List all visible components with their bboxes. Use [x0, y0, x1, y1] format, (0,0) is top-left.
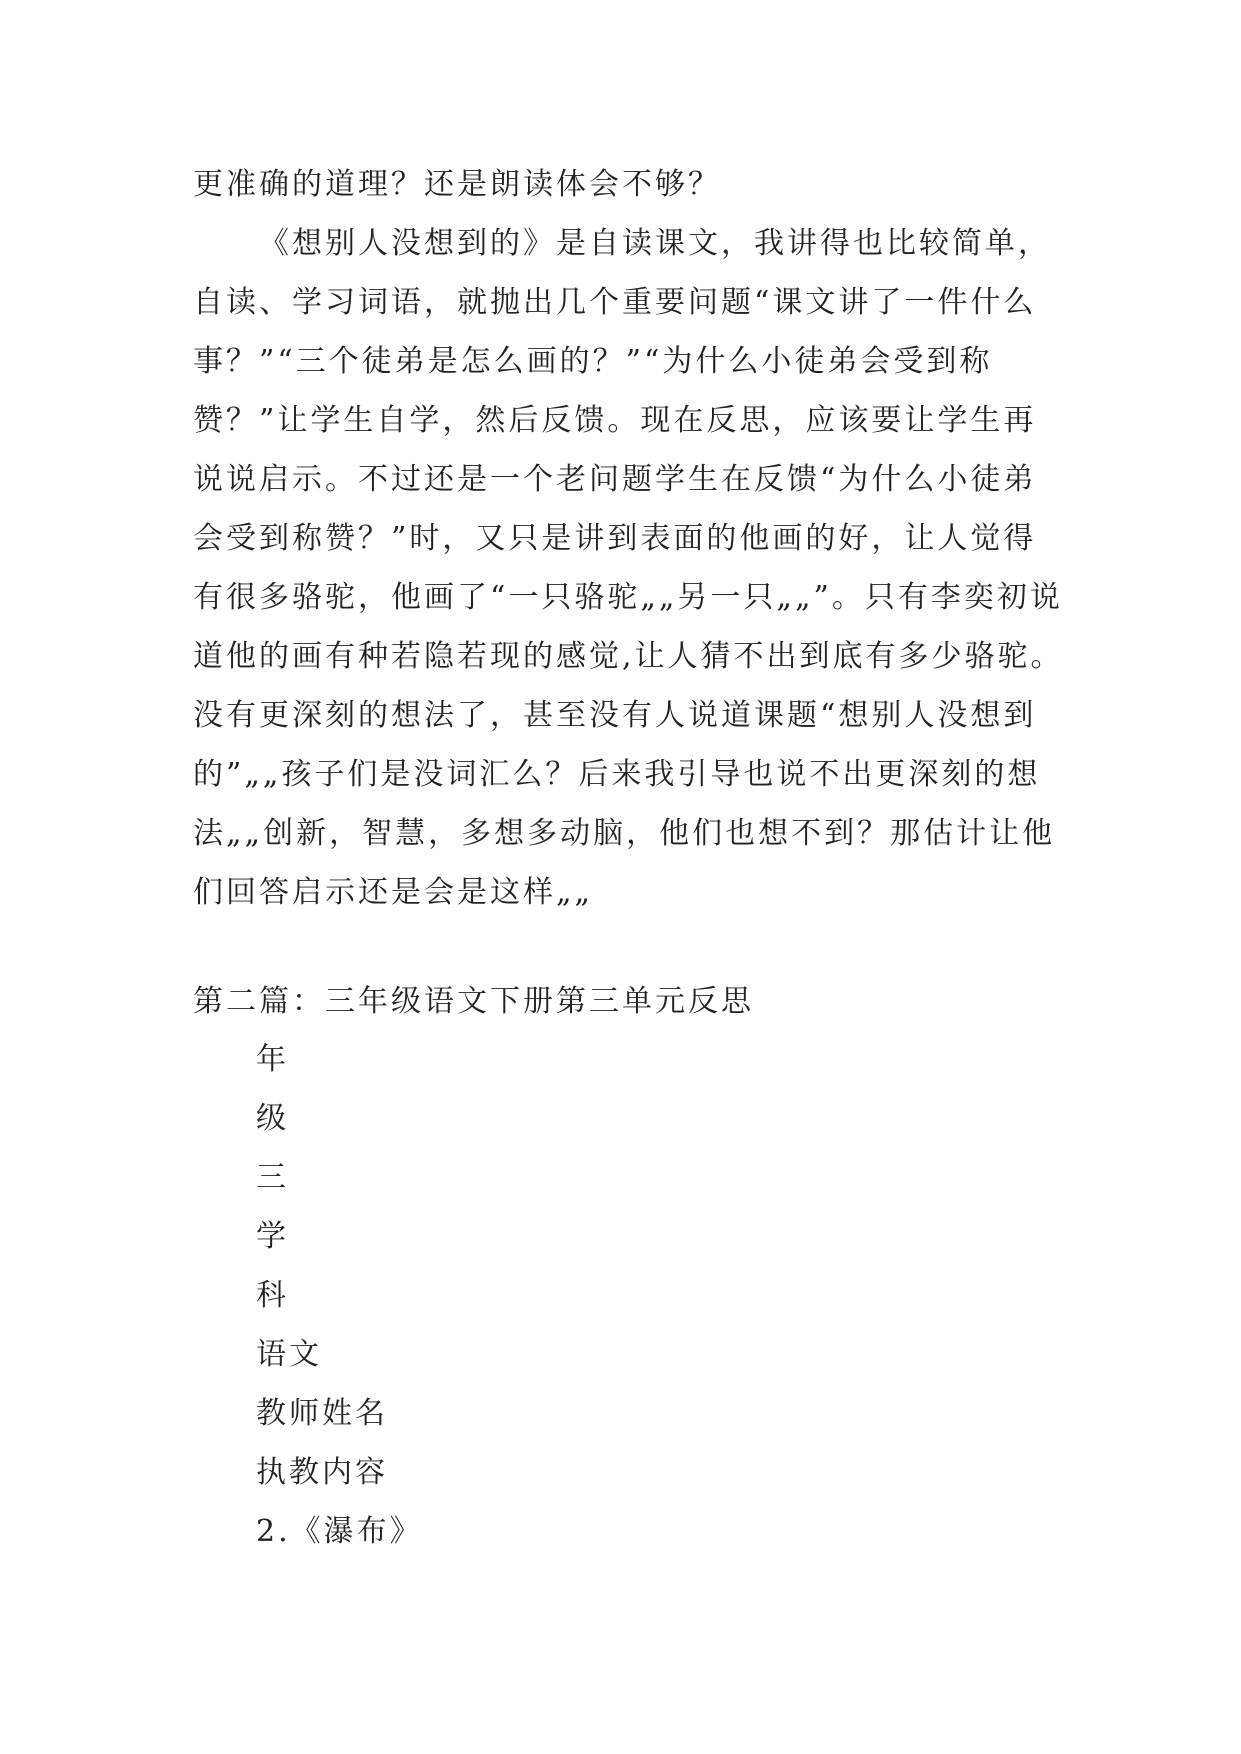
table-cell-text: 教师姓名 — [256, 1396, 388, 1431]
table-cell-text: 语文 — [256, 1337, 322, 1372]
table-cell-text: 执教内容 — [256, 1455, 388, 1490]
text-line: 会受到称赞？”时，又只是讲到表面的他画的好，让人觉得 — [193, 521, 1037, 556]
text-line: 更准确的道理？还是朗读体会不够？ — [193, 167, 721, 202]
text-line: 《想别人没想到的》是自读课文，我讲得也比较简单， — [259, 226, 1051, 261]
section-heading-block — [193, 972, 1073, 1031]
table-cell-text: 级 — [256, 1101, 289, 1136]
table-cell-text: 三 — [256, 1160, 289, 1195]
text-line: 事？”“三个徒弟是怎么画的？”“为什么小徒弟会受到称 — [193, 344, 993, 379]
text-line: 道他的画有种若隐若现的感觉,让人猜不出到底有多少骆驼。 — [193, 639, 1064, 674]
body-text — [193, 155, 1073, 922]
text-line: 们回答启示还是会是这样„„ — [193, 875, 594, 910]
table-cell-text: 2.《瀑布》 — [256, 1514, 423, 1549]
text-line: 法„„创新，智慧，多想多动脑，他们也想不到？那估计让他 — [193, 816, 1056, 851]
text-line: 赞？”让学生自学，然后反馈。现在反思，应该要让学生再 — [193, 403, 1037, 438]
section-heading: 第二篇：三年级语文下册第三单元反思 — [193, 984, 754, 1019]
table-cell-text: 科 — [256, 1278, 289, 1313]
text-line: 说说启示。不过还是一个老问题学生在反馈“为什么小徒弟 — [193, 462, 1037, 497]
table-cell-text: 年 — [256, 1042, 289, 1077]
text-line: 没有更深刻的想法了，甚至没有人说道课题“想别人没想到 — [193, 698, 1037, 733]
text-line: 的”„„孩子们是没词汇么？后来我引导也说不出更深刻的想 — [193, 757, 1041, 792]
text-line: 有很多骆驼，他画了“一只骆驼„„另一只„„”。只有李奕初说 — [193, 580, 1063, 615]
table-cell-list — [256, 1030, 423, 1561]
table-cell-text: 学 — [256, 1219, 289, 1254]
text-line: 自读、学习词语，就抛出几个重要问题“课文讲了一件什么 — [193, 285, 1037, 320]
